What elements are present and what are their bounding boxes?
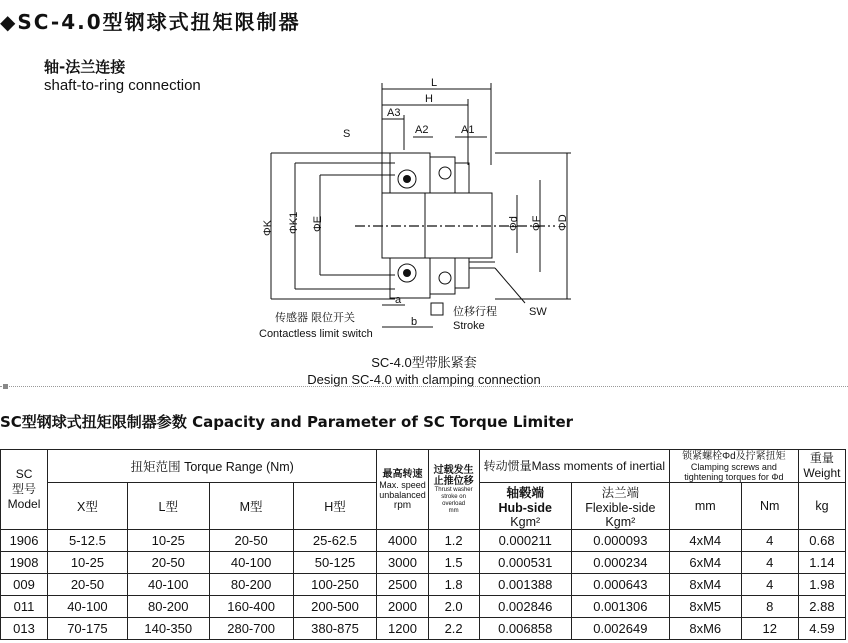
sensor-label-en: Contactless limit switch — [259, 328, 373, 340]
table-cell: 1.8 — [428, 574, 479, 596]
section-title — [0, 411, 573, 432]
table-cell: 20-50 — [127, 552, 209, 574]
table-cell: 0.000643 — [571, 574, 669, 596]
section-title-en: Capacity and Parameter of SC Torque Limiter — [192, 413, 574, 431]
table-cell: 160-400 — [209, 596, 293, 618]
table-cell: 4.59 — [798, 618, 845, 640]
dim-label-F: ΦF — [531, 215, 543, 231]
technical-drawing — [255, 75, 595, 345]
table-cell: 70-175 — [48, 618, 128, 640]
table-cell: 2000 — [377, 596, 428, 618]
header-torque-range: 扭矩范围 Torque Range (Nm) — [48, 450, 377, 483]
header-inertia: 转动惯量Mass moments of inertial — [479, 450, 669, 483]
table-row — [1, 618, 846, 640]
section-divider — [0, 386, 848, 387]
header-hub-side: 轴毂端 Hub-side Kgm² — [479, 483, 571, 530]
table-cell: 1.14 — [798, 552, 845, 574]
drawing-caption-en: Design SC-4.0 with clamping connection — [307, 372, 541, 387]
table-cell: 1.2 — [428, 530, 479, 552]
table-cell: 8xM5 — [669, 596, 741, 618]
table-cell: 0.000234 — [571, 552, 669, 574]
table-cell: 0.006858 — [479, 618, 571, 640]
table-header-row-1 — [1, 450, 846, 483]
table-cell: 8xM6 — [669, 618, 741, 640]
dim-label-a: a — [395, 294, 402, 306]
table-cell: 009 — [1, 574, 48, 596]
header-nm: Nm — [741, 483, 798, 530]
dim-label-A2: A2 — [415, 124, 429, 136]
sensor-label-cn: 传感器 限位开关 — [275, 312, 356, 324]
table-cell: 10-25 — [48, 552, 128, 574]
table-cell: 1906 — [1, 530, 48, 552]
table-row — [1, 596, 846, 618]
dim-label-S: S — [343, 128, 351, 140]
table-row — [1, 574, 846, 596]
table-cell: 8 — [741, 596, 798, 618]
table-cell: 4 — [741, 574, 798, 596]
table-cell: 4xM4 — [669, 530, 741, 552]
table-cell: 200-500 — [293, 596, 377, 618]
drawing-caption-cn: SC-4.0型带胀紧套 — [371, 355, 477, 370]
header-mm: mm — [669, 483, 741, 530]
table-cell: 12 — [741, 618, 798, 640]
table-cell: 1908 — [1, 552, 48, 574]
table-cell: 0.001306 — [571, 596, 669, 618]
table-cell: 0.68 — [798, 530, 845, 552]
table-cell: 4 — [741, 552, 798, 574]
table-cell: 10-25 — [127, 530, 209, 552]
table-row — [1, 552, 846, 574]
table-cell: 40-100 — [127, 574, 209, 596]
table-cell: 0.002649 — [571, 618, 669, 640]
table-cell: 5-12.5 — [48, 530, 128, 552]
header-x-type: X型 — [48, 483, 128, 530]
stroke-label-cn: 位移行程 — [453, 306, 497, 318]
dim-label-K1: ΦK1 — [288, 211, 300, 234]
header-l-type: L型 — [127, 483, 209, 530]
table-cell: 0.000211 — [479, 530, 571, 552]
table-cell: 0.000093 — [571, 530, 669, 552]
table-cell: 2.0 — [428, 596, 479, 618]
table-cell: 20-50 — [48, 574, 128, 596]
table-cell: 25-62.5 — [293, 530, 377, 552]
dim-label-SW: SW — [529, 306, 547, 318]
table-cell: 100-250 — [293, 574, 377, 596]
header-screws: 锁紧螺栓Φd及拧紧扭矩 Clamping screws and tightening torques for Φd — [669, 450, 798, 483]
dim-label-H: H — [425, 93, 433, 105]
table-cell: 20-50 — [209, 530, 293, 552]
header-weight: 重量 Weight — [798, 450, 845, 483]
table-cell: 0.001388 — [479, 574, 571, 596]
table-cell: 380-875 — [293, 618, 377, 640]
dim-label-d: Φd — [508, 216, 520, 231]
divider-marker — [3, 384, 8, 389]
table-cell: 6xM4 — [669, 552, 741, 574]
table-cell: 013 — [1, 618, 48, 640]
table-cell: 280-700 — [209, 618, 293, 640]
header-flexible-side: 法兰端 Flexible-side Kgm² — [571, 483, 669, 530]
dim-label-L: L — [431, 77, 438, 89]
table-cell: 80-200 — [127, 596, 209, 618]
table-cell: 2.2 — [428, 618, 479, 640]
dim-label-A3: A3 — [387, 107, 401, 119]
table-cell: 8xM4 — [669, 574, 741, 596]
table-cell: 3000 — [377, 552, 428, 574]
section-title-cn: SC型钢球式扭矩限制器参数 — [0, 413, 187, 431]
parameter-table — [0, 449, 846, 640]
dim-label-A1: A1 — [461, 124, 475, 136]
table-cell: 4000 — [377, 530, 428, 552]
table-cell: 4 — [741, 530, 798, 552]
header-max-speed: 最高转速 Max. speed unbalanced rpm — [377, 450, 428, 530]
table-cell: 1.5 — [428, 552, 479, 574]
table-cell: 2500 — [377, 574, 428, 596]
page-title: ◆SC-4.0型钢球式扭矩限制器 — [0, 10, 301, 34]
table-cell: 2.88 — [798, 596, 845, 618]
table-cell: 140-350 — [127, 618, 209, 640]
dim-label-D: ΦD — [557, 214, 569, 231]
table-cell: 80-200 — [209, 574, 293, 596]
stroke-label-en: Stroke — [453, 320, 485, 332]
table-cell: 1200 — [377, 618, 428, 640]
connection-title-cn: 轴-法兰连接 — [44, 58, 126, 76]
table-cell: 011 — [1, 596, 48, 618]
header-kg: kg — [798, 483, 845, 530]
header-model: SC 型号 Model — [1, 450, 48, 530]
dim-label-E: ΦE — [312, 215, 324, 232]
header-m-type: M型 — [209, 483, 293, 530]
table-cell: 50-125 — [293, 552, 377, 574]
table-cell: 0.000531 — [479, 552, 571, 574]
header-h-type: H型 — [293, 483, 377, 530]
table-cell: 40-100 — [48, 596, 128, 618]
dim-label-b: b — [411, 316, 418, 328]
table-row — [1, 530, 846, 552]
header-stroke: 过载发生止推位移 Thrust washer stroke on overload mm — [428, 450, 479, 530]
table-cell: 1.98 — [798, 574, 845, 596]
table-cell: 0.002846 — [479, 596, 571, 618]
dim-label-K: ΦK — [262, 219, 274, 236]
table-cell: 40-100 — [209, 552, 293, 574]
connection-title-en: shaft-to-ring connection — [44, 77, 201, 94]
